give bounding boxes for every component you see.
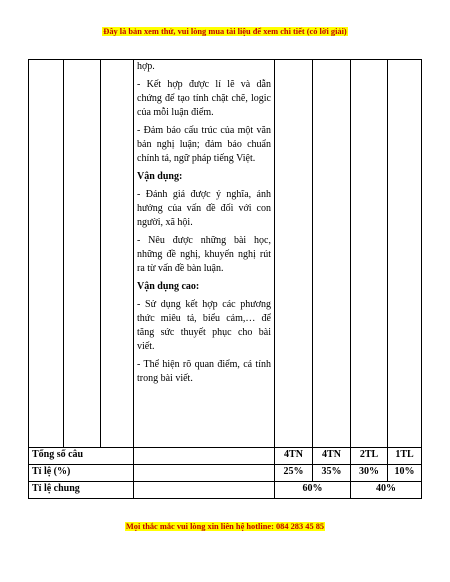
preview-notice-banner: [0, 27, 450, 36]
table-cell: [388, 60, 422, 448]
table-cell: 4TN: [275, 448, 313, 465]
requirement-text: - Nêu được những bài học, những đề nghị, khuyến nghị rút ra từ vấn đề bàn luận.: [137, 235, 271, 274]
requirement-text: - Kết hợp được lí lẽ và dẫn chứng để tạo tính chặt chẽ, logic của mỗi luận điểm.: [137, 79, 271, 118]
table-cell: 25%: [275, 465, 313, 482]
table-cell: [134, 465, 275, 482]
table-row: [29, 60, 422, 448]
table-cell: [313, 60, 351, 448]
requirement-text: - Đảm bảo cấu trúc của một văn bản nghị luận; đảm bảo chuẩn chính tả, ngữ pháp tiếng Việt.: [137, 125, 271, 164]
table-cell: [101, 60, 134, 448]
specification-table: [28, 59, 422, 499]
table-cell: [351, 60, 388, 448]
requirement-text: hợp.: [137, 61, 155, 72]
table-row: [29, 465, 422, 482]
hotline-text: Mọi thắc mắc vui lòng xin liên hệ hotline: 084 283 45 85: [125, 522, 325, 531]
hotline-banner: [0, 522, 450, 531]
level-heading: Vận dụng:: [137, 171, 183, 182]
requirement-text: - Sử dụng kết hợp các phương thức miêu tả, biểu cảm,… để tăng sức thuyết phục cho bài viết.: [137, 299, 271, 352]
table-row: [29, 448, 422, 465]
table-cell: 1TL: [388, 448, 422, 465]
table-cell: 4TN: [313, 448, 351, 465]
table-cell: [134, 482, 275, 499]
preview-notice-text: Đây là bản xem thử, vui lòng mua tài liệu để xem chi tiết (có lời giải): [103, 27, 347, 36]
table-cell: 60%: [275, 482, 351, 499]
table-cell: 2TL: [351, 448, 388, 465]
table-row: [29, 482, 422, 499]
requirement-text: - Đánh giá được ý nghĩa, ảnh hưởng của vấn đề đối với con người, xã hội.: [137, 189, 271, 228]
table-cell: [275, 60, 313, 448]
level-heading: Vận dụng cao:: [137, 281, 200, 292]
table-cell: [29, 60, 64, 448]
row-label: Tổng số câu: [29, 448, 134, 465]
table-cell: 10%: [388, 465, 422, 482]
row-label: Tỉ lệ chung: [29, 482, 134, 499]
row-label: Tỉ lệ (%): [29, 465, 134, 482]
table-cell: 40%: [351, 482, 422, 499]
table-cell: 30%: [351, 465, 388, 482]
table-cell: [134, 448, 275, 465]
requirement-content-cell: [134, 60, 275, 448]
requirement-text: - Thể hiện rõ quan điểm, cá tính trong bài viết.: [137, 359, 271, 384]
table-cell: 35%: [313, 465, 351, 482]
table-cell: [64, 60, 101, 448]
